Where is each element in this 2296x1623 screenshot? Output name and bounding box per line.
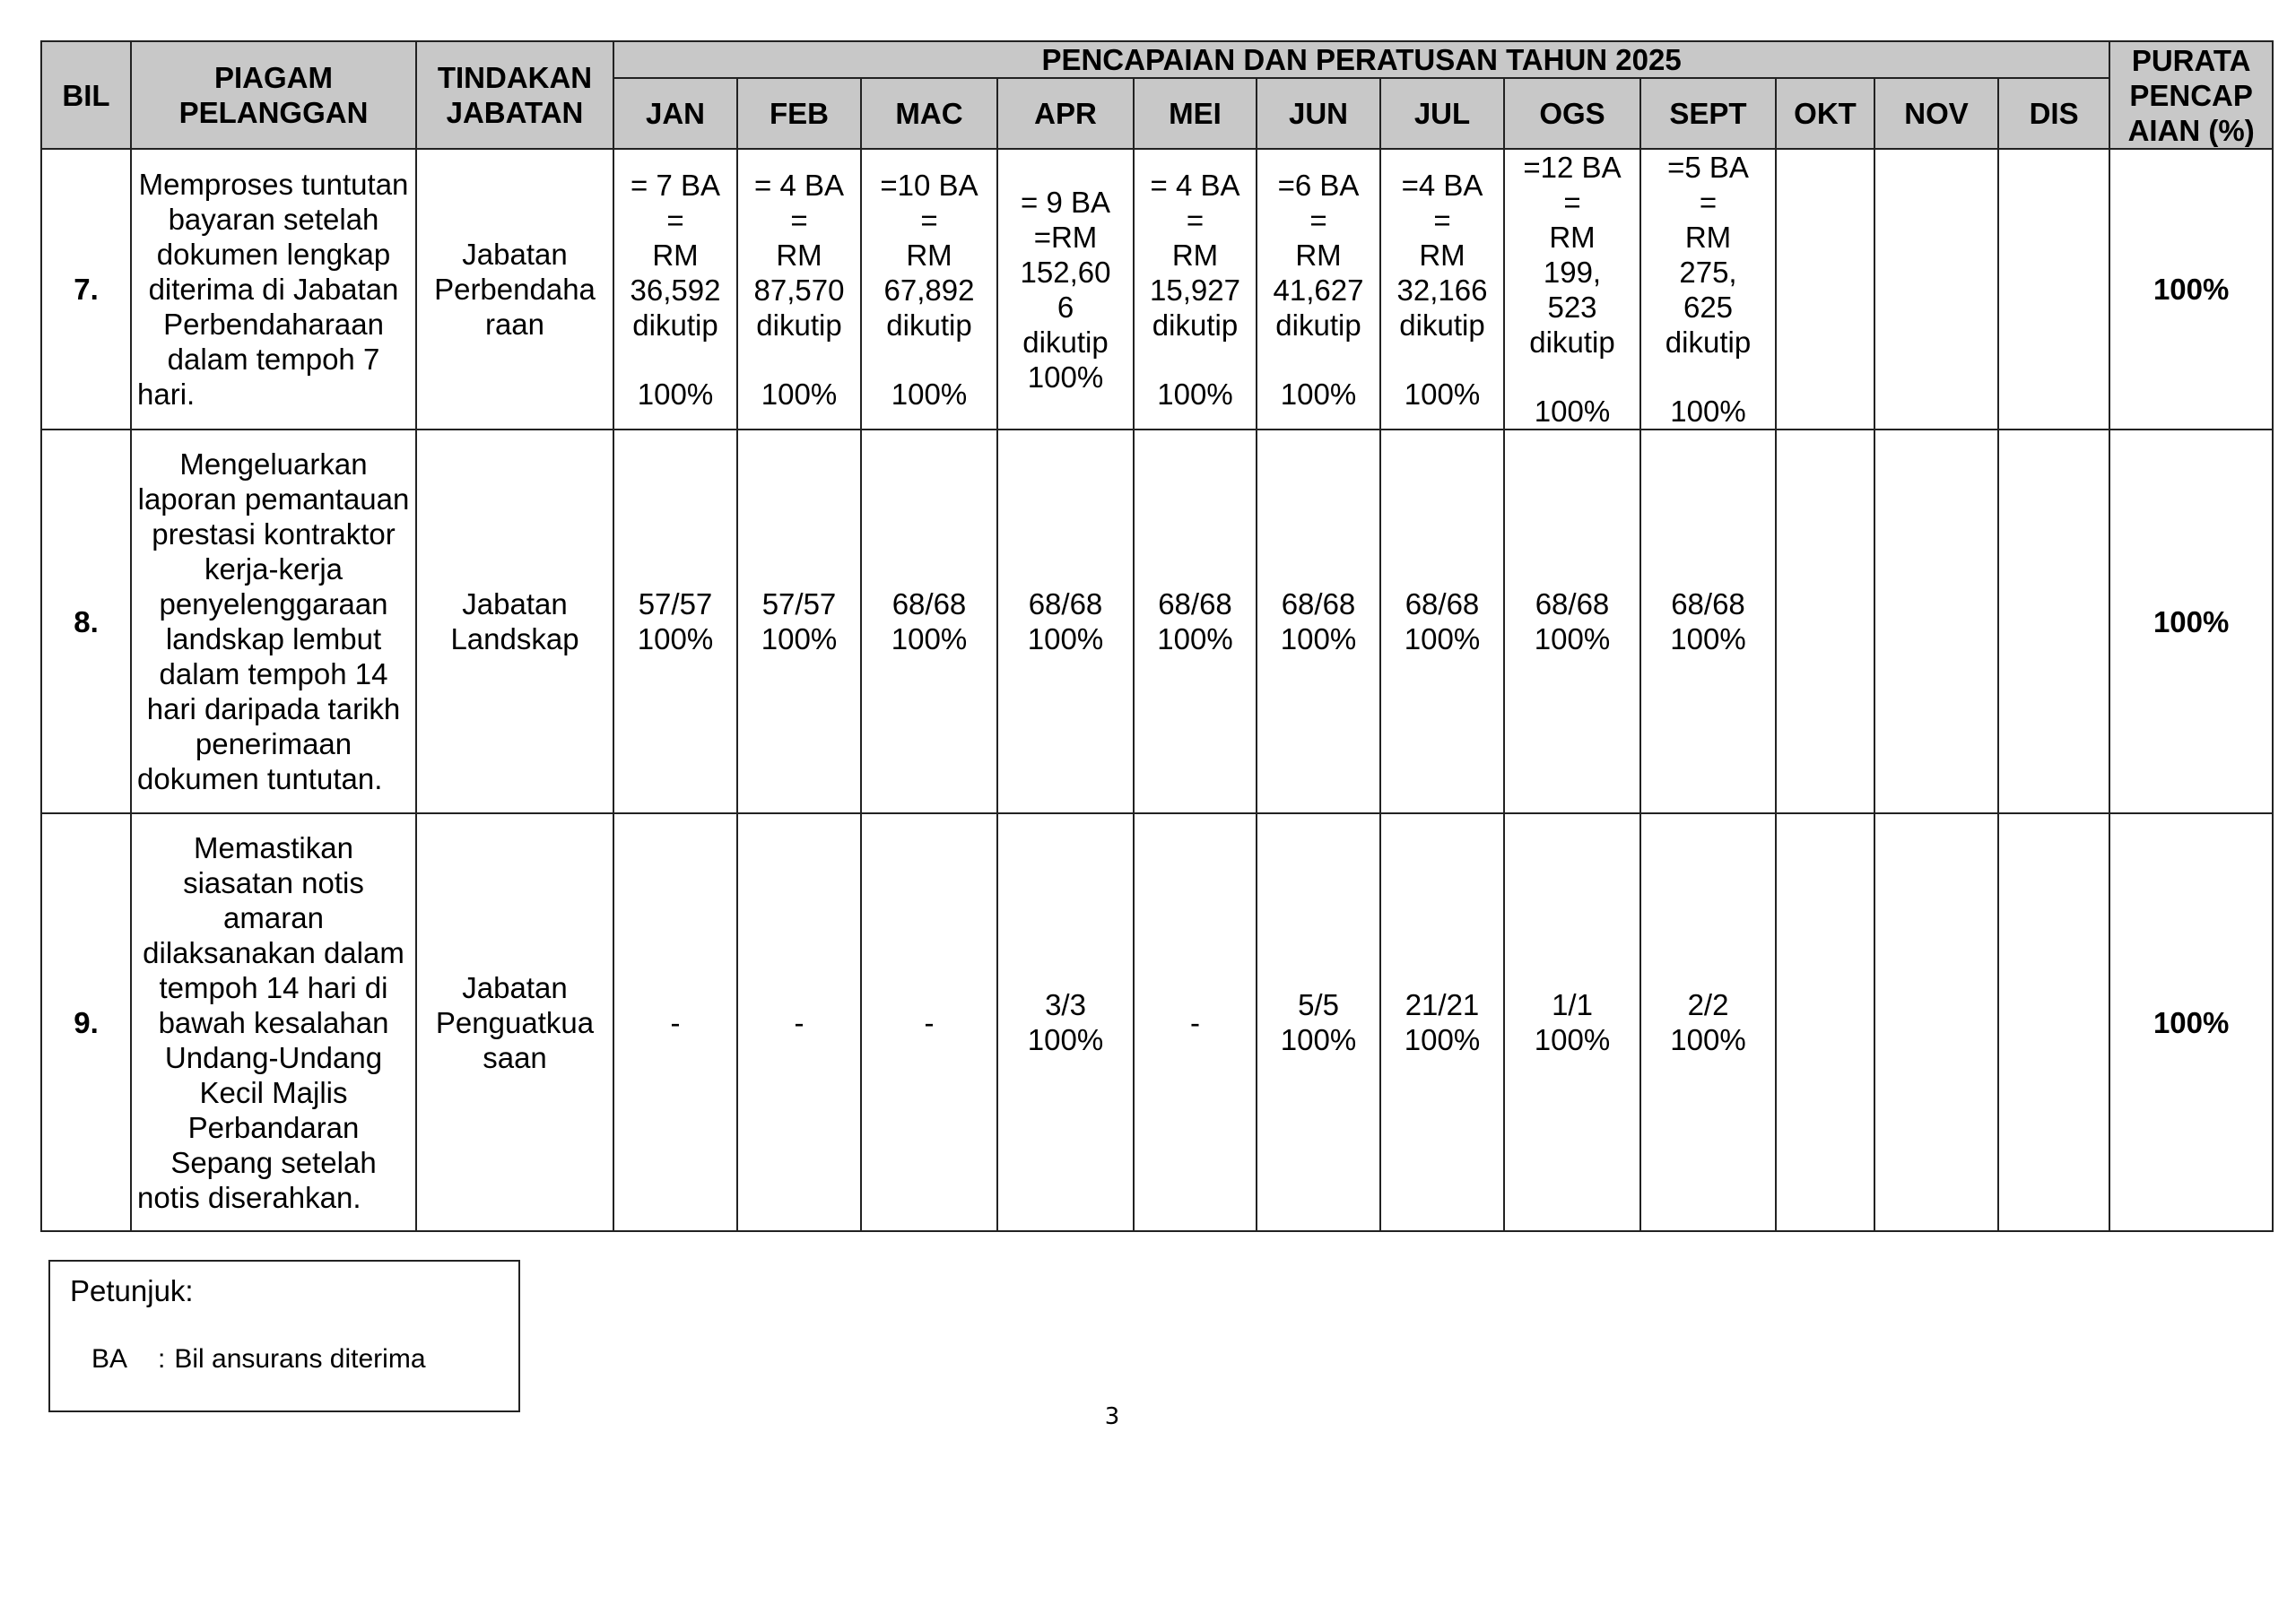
month-value: =10 BA = RM 67,892 dikutip 100% [861,149,997,430]
month-value-empty [1776,813,1874,1231]
month-value: 1/1 100% [1504,813,1640,1231]
header-group: PENCAPAIAN DAN PERATUSAN TAHUN 2025 [613,41,2109,78]
month-value: 68/68 100% [1640,430,1776,813]
header-month: APR [997,78,1134,149]
month-value: 68/68 100% [1257,430,1380,813]
month-value: =6 BA = RM 41,627 dikutip 100% [1257,149,1380,430]
month-value: 68/68 100% [861,430,997,813]
table-row [41,813,2273,1231]
month-value-empty [1874,149,1998,430]
month-value: 68/68 100% [1380,430,1504,813]
average-achievement: 100% [2109,149,2273,430]
month-value: 5/5 100% [1257,813,1380,1231]
page-number: 3 [1104,1403,1120,1430]
header-tindakan: TINDAKAN JABATAN [416,41,613,149]
legend-title: Petunjuk: [70,1274,194,1307]
month-value-empty [1998,430,2109,813]
department: Jabatan Landskap [416,430,613,813]
header-month: NOV [1874,78,1998,149]
header-piagam: PIAGAM PELANGGAN [131,41,416,149]
header-month: SEPT [1640,78,1776,149]
month-value: - [861,813,997,1231]
month-value: 21/21 100% [1380,813,1504,1231]
month-value: 3/3 100% [997,813,1134,1231]
month-value-empty [1776,149,1874,430]
month-value: 57/57 100% [613,430,737,813]
month-value-empty [1998,149,2109,430]
customer-charter-text: Memastikan siasatan notis amaran dilaksanakan dalam tempoh 14 hari di bawah kesalahan Undang-Undang Kecil Majlis Perbandaran Sepang setelah notis diserahkan. [131,813,416,1231]
legend-box [48,1260,520,1412]
month-value: 68/68 100% [1134,430,1257,813]
month-value: 2/2 100% [1640,813,1776,1231]
legend-separator: : [158,1344,166,1374]
customer-charter-text: Memproses tuntutan bayaran setelah dokumen lengkap diterima di Jabatan Perbendaharaan dalam tempoh 7 hari. [131,149,416,430]
month-value: - [737,813,861,1231]
month-value: =12 BA = RM 199, 523 dikutip 100% [1504,149,1640,430]
month-value: = 7 BA = RM 36,592 dikutip 100% [613,149,737,430]
department: Jabatan Perbendaha raan [416,149,613,430]
table-row [41,430,2273,813]
row-number: 8. [41,430,131,813]
header-month: MAC [861,78,997,149]
header-month: JAN [613,78,737,149]
customer-charter-text: Mengeluarkan laporan pemantauan prestasi kontraktor kerja-kerja penyelenggaraan landskap lembut dalam tempoh 14 hari daripada tarikh penerimaan dokumen tuntutan. [131,430,416,813]
average-achievement: 100% [2109,813,2273,1231]
legend-meaning: Bil ansurans diterima [174,1344,426,1374]
month-value: 68/68 100% [997,430,1134,813]
average-achievement: 100% [2109,430,2273,813]
header-month: FEB [737,78,861,149]
header-month: JUL [1380,78,1504,149]
month-value: = 4 BA = RM 87,570 dikutip 100% [737,149,861,430]
month-value-empty [1874,430,1998,813]
department: Jabatan Penguatkua saan [416,813,613,1231]
header-month: DIS [1998,78,2109,149]
month-value: - [613,813,737,1231]
row-number: 7. [41,149,131,430]
legend-abbr: BA [91,1344,128,1374]
header-bil: BIL [41,41,131,149]
performance-table [40,40,2274,1232]
month-value: - [1134,813,1257,1231]
month-value: = 4 BA = RM 15,927 dikutip 100% [1134,149,1257,430]
header-month: OGS [1504,78,1640,149]
month-value: 57/57 100% [737,430,861,813]
month-value-empty [1776,430,1874,813]
month-value: =4 BA = RM 32,166 dikutip 100% [1380,149,1504,430]
legend-entry [91,1344,426,1375]
table-row [41,149,2273,430]
month-value: = 9 BA =RM 152,60 6 dikutip 100% [997,149,1134,430]
header-purata: PURATA PENCAP AIAN (%) [2109,41,2273,149]
header-month: MEI [1134,78,1257,149]
header-month: OKT [1776,78,1874,149]
month-value-empty [1874,813,1998,1231]
month-value: =5 BA = RM 275, 625 dikutip 100% [1640,149,1776,430]
month-value-empty [1998,813,2109,1231]
month-value: 68/68 100% [1504,430,1640,813]
header-month: JUN [1257,78,1380,149]
row-number: 9. [41,813,131,1231]
